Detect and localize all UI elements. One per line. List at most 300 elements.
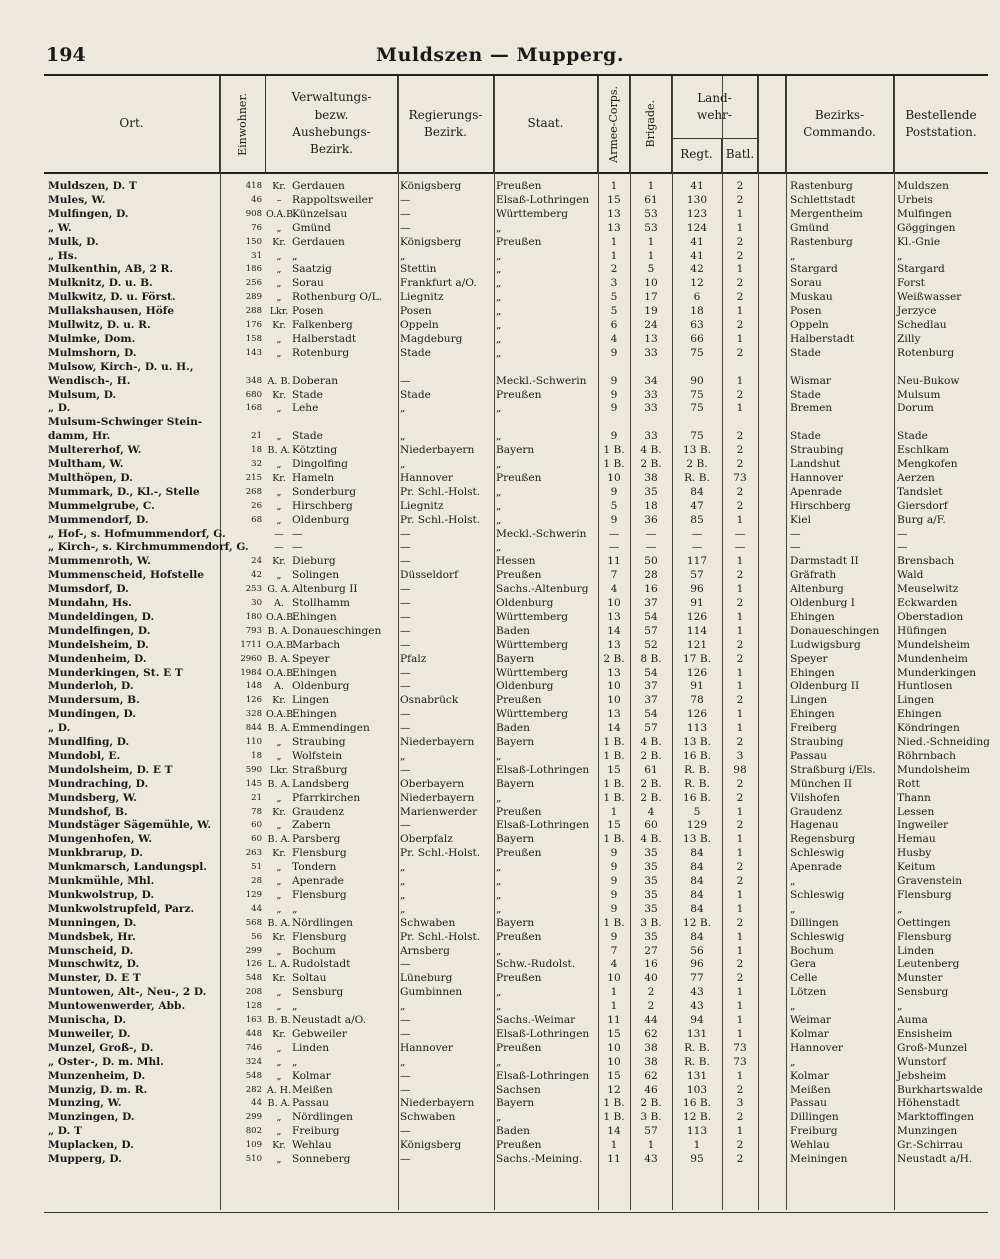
landwehr-battalion: 1 [736,1014,744,1026]
population: 802 [245,1126,262,1137]
district-command: Speyer [790,652,828,665]
admin-district: Pfarrkirchen [292,791,361,804]
brigade: 35 [644,902,658,915]
population: 328 [245,709,262,720]
post-station: Neu-Bukow [897,374,960,387]
brigade: 40 [644,972,658,985]
district-command: Wismar [790,374,831,387]
landwehr-regiment: 17 B. [683,652,711,665]
army-corps: 9 [610,374,618,387]
state: Bayern [496,652,535,665]
government-district: Königsberg [400,180,462,192]
post-station: Neustadt a/H. [897,1153,973,1165]
army-corps: 1 B. [603,1111,625,1124]
place-name: Mundahn, Hs. [48,597,132,609]
district-command: Muskau [790,291,833,304]
district-command: Ludwigsburg [790,638,861,651]
place-name: Mundsberg, W. [48,791,137,804]
table-row [44,931,988,945]
brigade: 1 [647,249,655,262]
post-station: Mundelsheim [897,638,970,651]
brigade: 2 [647,1000,655,1013]
army-corps: 14 [607,722,621,735]
landwehr-battalion: 2 [736,444,744,457]
brigade: 53 [644,207,658,220]
place-name: Mulsow, Kirch-, D. u. H., [48,360,194,373]
table-row [44,1097,988,1111]
state: Elsaß-Lothringen [496,1027,590,1040]
army-corps: 15 [607,1069,621,1082]
army-corps: 3 [610,277,618,290]
place-name: Munzing, W. [48,1097,122,1110]
landwehr-battalion: 3 [736,1097,744,1110]
district-type: „ [276,737,282,748]
district-command: Bremen [790,402,833,415]
brigade: — [645,527,657,540]
table-row [44,903,988,917]
state: „ [496,944,502,957]
landwehr-battalion: 1 [736,888,744,901]
admin-district: Gerdauen [292,235,345,248]
place-name: Multham, W. [48,458,124,470]
district-type: B. B. [267,1015,291,1026]
landwehr-regiment: 84 [690,485,704,498]
government-district: „ [400,749,406,762]
landwehr-regiment: 75 [690,346,704,359]
post-station: Groß-Munzel [897,1041,968,1054]
admin-district: „ [292,249,298,262]
population: 110 [245,737,262,747]
post-station: — [897,541,908,554]
landwehr-regiment: 84 [690,875,704,887]
post-station: Ingweiler [897,819,949,832]
population: 150 [245,236,262,247]
army-corps: 13 [607,638,621,651]
table-row [44,402,988,416]
header-regt: Regt. [672,138,722,172]
place-name: Munschwitz, D. [48,958,140,971]
admin-district: Rudolstadt [292,958,351,971]
header-landwehr [672,76,758,172]
brigade: 19 [644,305,658,318]
admin-district: Hameln [292,471,335,484]
army-corps: 4 [610,583,618,596]
landwehr-battalion: 73 [733,1041,747,1054]
state: „ [496,346,502,359]
government-district: Pr. Schl.-Holst. [400,930,481,943]
admin-district: Lingen [292,694,330,707]
table-row [44,708,988,722]
table-row [44,625,988,639]
post-station: Ehingen [897,708,942,721]
admin-district: — [292,527,303,540]
landwehr-battalion: 2 [736,277,744,290]
brigade: 27 [644,944,658,957]
population: 32 [251,459,262,469]
admin-district: Meißen [292,1083,333,1096]
table-row [44,1139,988,1153]
government-district: Königsberg [400,235,462,248]
landwehr-regiment: — [691,527,703,540]
district-type: „ [276,1001,282,1013]
brigade: 1 [647,235,655,248]
district-type: „ [276,486,282,498]
state: Elsaß-Lothringen [496,1069,590,1082]
brigade: 62 [644,1027,658,1040]
army-corps: 6 [610,319,618,331]
population: 145 [245,778,262,789]
table-row [44,347,988,361]
population: 129 [245,889,262,900]
state: „ [496,263,502,276]
district-type: „ [276,903,282,915]
landwehr-regiment: 12 [690,277,704,290]
post-station: Aerzen [897,471,935,484]
landwehr-regiment: 66 [690,332,704,345]
army-corps: 1 [610,1139,618,1152]
place-name: Mummenroth, W. [48,555,151,568]
district-command: „ [790,902,796,915]
place-name: Mundersum, B. [48,694,140,707]
district-type: B. A. [267,834,291,846]
post-station: Gr.-Schirrau [897,1139,963,1152]
table-row [44,444,988,458]
district-command: Stade [790,388,821,401]
brigade: 38 [644,1055,658,1068]
place-name: Munzel, Groß-, D. [48,1041,154,1054]
state: „ [496,277,502,290]
landwehr-regiment: 16 B. [683,1097,711,1110]
post-station: Flensburg [897,930,952,943]
state: Preußen [496,805,542,818]
landwehr-battalion: 1 [736,1027,744,1040]
state: Preußen [496,1139,542,1152]
district-command: Altenburg [790,583,844,596]
government-district: „ [400,402,406,415]
brigade: 33 [644,346,658,359]
government-district: Stade [400,346,431,359]
brigade: 61 [644,193,658,206]
district-command: Oldenburg I [790,597,855,609]
district-command: Mergentheim [790,207,863,220]
population: 24 [251,556,262,567]
landwehr-regiment: 91 [690,680,704,693]
place-name: Mundlfing, D. [48,736,130,748]
state: Bayern [496,916,535,929]
brigade: 8 B. [640,652,662,665]
landwehr-battalion: 2 [736,1111,744,1124]
landwehr-battalion: — [734,541,746,554]
landwehr-regiment: 84 [690,888,704,901]
district-type: B. A. [267,1098,291,1110]
place-name: Mummendorf, D. [48,513,149,526]
landwehr-battalion: 1 [736,374,744,387]
district-command: Graudenz [790,805,843,818]
government-district: — [400,597,411,609]
district-type: L. A. [267,959,291,971]
army-corps: 1 [610,986,618,999]
district-type: „ [276,570,282,582]
table-header [44,76,988,174]
place-name: Mulknitz, D. u. B. [48,277,153,290]
government-district: „ [400,458,406,470]
table-row [44,486,988,500]
place-name: „ W. [48,221,72,234]
army-corps: 7 [610,569,618,582]
landwehr-battalion: 1 [736,1069,744,1082]
brigade: 35 [644,930,658,943]
population: 176 [245,320,262,330]
government-district: — [400,1083,411,1096]
header-batl: Batl. [725,147,755,162]
brigade: 5 [647,263,655,276]
admin-district: Stade [292,388,323,401]
post-station: Mulsum [897,388,941,401]
district-command: Straubing [790,736,844,748]
header-staat: Staat. [494,76,598,172]
table-row [44,333,988,347]
landwehr-battalion: 2 [736,916,744,929]
army-corps: 10 [607,471,621,484]
army-corps: 9 [610,388,618,401]
place-name: Mulfingen, D. [48,207,129,220]
header-ort: Ort. [44,76,220,172]
district-type: G. A. [267,584,291,596]
landwehr-regiment: 121 [686,638,708,651]
population: 180 [245,611,262,622]
landwehr-regiment: 124 [686,221,708,234]
state: Sachs.-Meining. [496,1153,583,1165]
landwehr-regiment: 75 [690,388,704,401]
district-command: Celle [790,972,818,985]
army-corps: 1 B. [603,791,625,804]
district-type: Lkr. [269,306,289,318]
government-district: Pr. Schl.-Holst. [400,485,481,498]
landwehr-regiment: 16 B. [683,749,711,762]
population: 163 [245,1015,262,1025]
landwehr-battalion: 2 [736,861,744,874]
government-district: Stade [400,388,431,401]
admin-district: Kötzting [292,444,338,457]
landwehr-battalion: 2 [736,694,744,707]
district-type: Kr. [272,931,286,943]
district-type: Kr. [272,181,286,192]
brigade: 16 [644,958,658,971]
landwehr-regiment: 41 [690,180,704,192]
table-row [44,639,988,653]
district-command: Lingen [790,694,828,707]
table-row [44,541,988,555]
government-district: Magdeburg [400,332,463,345]
post-station: Mengkofen [897,458,958,470]
army-corps: 13 [607,666,621,679]
brigade: 16 [644,583,658,596]
population: 126 [245,959,262,970]
government-district: Gumbinnen [400,986,463,999]
admin-district: Speyer [292,652,330,665]
place-name: Mulkenthin, AB, 2 R. [48,263,174,276]
district-type: „ [276,820,282,832]
landwehr-regiment: 130 [686,193,708,206]
post-station: Stade [897,430,928,443]
landwehr-regiment: 16 B. [683,791,711,804]
state: Württemberg [496,610,569,623]
post-station: Munster [897,972,943,985]
post-station: Giersdorf [897,499,948,512]
population: 263 [245,848,262,859]
state: Meckl.-Schwerin [496,374,587,387]
district-type: Kr. [272,556,286,568]
landwehr-regiment: 5 [693,805,701,818]
place-name: Mullwitz, D. u. R. [48,319,151,331]
landwehr-regiment: 13 B. [683,833,711,846]
post-station: Göggingen [897,221,956,234]
brigade: 38 [644,1041,658,1054]
government-district: „ [400,1055,406,1068]
post-station: Wunstorf [897,1055,947,1068]
army-corps: 2 [610,263,618,276]
landwehr-battalion: 2 [736,652,744,665]
population: 31 [251,250,262,261]
army-corps: 9 [610,485,618,498]
landwehr-battalion: 2 [736,1153,744,1165]
table-row [44,361,988,375]
table-row [44,472,988,486]
landwehr-regiment: 63 [690,319,704,331]
landwehr-battalion: 98 [733,763,747,776]
brigade: 1 [647,180,655,192]
post-station: Burkhartswalde [897,1083,983,1096]
place-name: „ D. [48,722,71,735]
place-name: Muplacken, D. [48,1139,134,1152]
district-type: A. B. [267,375,291,387]
landwehr-battalion: 1 [736,332,744,345]
table-row [44,736,988,750]
brigade: 10 [644,277,658,290]
army-corps: 14 [607,624,621,637]
admin-district: Oldenburg [292,680,350,693]
army-corps: 10 [607,1055,621,1068]
landwehr-battalion: 1 [736,305,744,318]
post-station: Munderkingen [897,666,977,679]
brigade: 33 [644,402,658,415]
admin-district: „ [292,1000,298,1013]
district-type: „ [276,1056,282,1068]
district-command: Donaueschingen [790,624,880,637]
place-name: Mundingen, D. [48,708,136,721]
army-corps: 10 [607,597,621,609]
landwehr-regiment: 56 [690,944,704,957]
government-district: Pr. Schl.-Holst. [400,513,481,526]
landwehr-battalion: 1 [736,555,744,568]
district-type: B. A. [267,653,291,665]
government-district: Arnsberg [400,944,450,957]
place-name: Mummelgrube, C. [48,499,155,512]
district-command: „ [790,249,796,262]
header-armee: Armee-Corps. [598,76,630,172]
army-corps: 9 [610,930,618,943]
government-district: — [400,638,411,651]
place-name: Mumsdorf, D. [48,583,129,596]
place-name: Mulkwitz, D. u. Först. [48,291,176,304]
population: 548 [245,973,262,984]
population: 60 [251,834,262,845]
district-type: „ [276,292,282,304]
place-name: Mundsbek, Hr. [48,930,136,943]
army-corps: 9 [610,861,618,874]
landwehr-regiment: 41 [690,249,704,262]
post-station: Forst [897,277,925,290]
post-station: Urbeis [897,193,933,206]
brigade: 61 [644,763,658,776]
district-command: Dillingen [790,916,839,929]
district-type: – [276,194,282,206]
brigade: 3 B. [640,1111,662,1124]
district-type: A. [274,681,284,693]
post-station: Wald [897,569,924,582]
landwehr-battalion: 73 [733,1055,747,1068]
state: Württemberg [496,638,569,651]
population: 78 [251,806,262,817]
brigade: 33 [644,430,658,443]
population: 60 [251,820,262,831]
population: 590 [245,764,262,775]
table-row [44,319,988,333]
table-row [44,1028,988,1042]
government-district: — [400,207,411,220]
state: „ [496,902,502,915]
state: Preußen [496,972,542,985]
landwehr-battalion: 73 [733,471,747,484]
admin-district: Dieburg [292,555,336,568]
state: „ [496,458,502,470]
post-station: Rotenburg [897,346,955,359]
table-row [44,514,988,528]
state: Preußen [496,235,542,248]
landwehr-regiment: 126 [686,666,708,679]
government-district: — [400,193,411,206]
table-row [44,847,988,861]
admin-district: Graudenz [292,805,345,818]
post-station: Köndringen [897,722,960,735]
table-row [44,583,988,597]
landwehr-battalion: 2 [736,777,744,790]
army-corps: 10 [607,1041,621,1054]
district-type: Kr. [272,848,286,860]
government-district: Posen [400,305,432,318]
landwehr-battalion: 2 [736,972,744,985]
government-district: Oberpfalz [400,833,453,846]
table-row [44,680,988,694]
landwehr-battalion: 1 [736,833,744,846]
landwehr-regiment: 113 [686,722,708,735]
landwehr-battalion: 1 [736,583,744,596]
place-name: Mundeldingen, D. [48,610,155,623]
post-station: Eschlkam [897,444,950,457]
army-corps: 10 [607,972,621,985]
army-corps: 1 [610,805,618,818]
post-station: Weißwasser [897,291,962,304]
district-type: „ [276,278,282,290]
government-district: Düsseldorf [400,569,458,582]
state: „ [496,861,502,874]
state: „ [496,791,502,804]
admin-district: Solingen [292,569,340,582]
post-station: Mundolsheim [897,763,971,776]
state: Preußen [496,694,542,707]
landwehr-regiment: 84 [690,861,704,874]
brigade: 2 B. [640,1097,662,1110]
